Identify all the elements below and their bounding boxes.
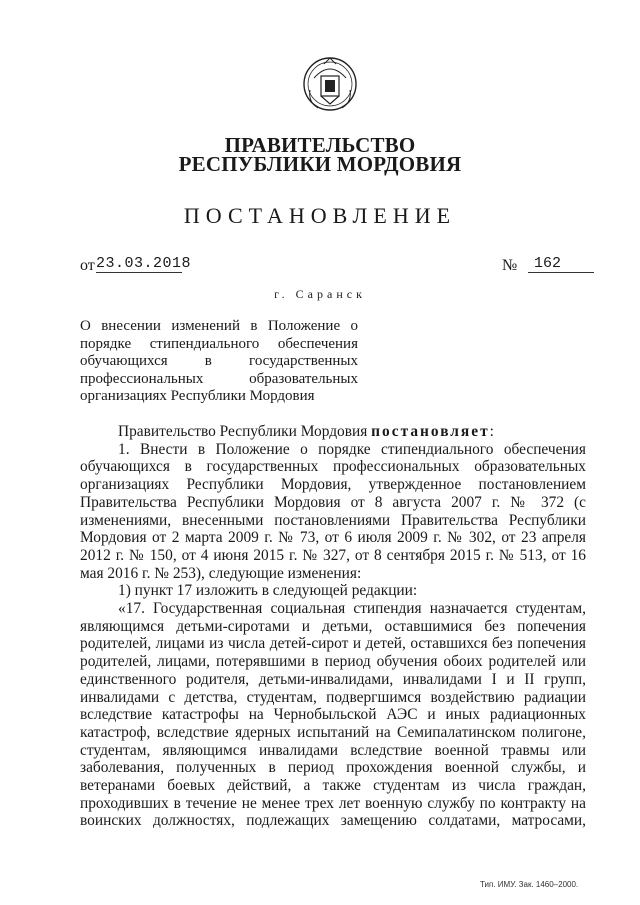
body-line: студентам, являющимся инвалидами вследствие военной травмы или — [80, 741, 586, 759]
document-body — [80, 423, 586, 830]
body-line: родителей, лицами из числа детей-сирот и детей, оставшихся без попечения — [80, 635, 586, 653]
preamble-verb: постановляет — [371, 423, 490, 440]
subject-line: организациях Республики Мордовия — [80, 388, 315, 404]
subject-line: О внесении изменений в Положение о — [80, 318, 358, 334]
document-subject — [80, 318, 358, 406]
body-line: «17. Государственная социальная стипендия назначается студентам, — [118, 600, 586, 618]
coat-of-arms-emblem — [300, 52, 360, 120]
body-line: вследствие катастрофы на Чернобыльской АЭС и иных радиационных — [80, 706, 586, 724]
body-line: организациях Республики Мордовия, утвержденное постановлением — [80, 476, 586, 494]
body-line: инвалидами с детства, студентам, подвергшимся воздействию радиации — [80, 688, 586, 706]
body-line: Мордовия от 2 марта 2009 г. № 73, от 6 июля 2009 г. № 302, от 23 апреля — [80, 529, 586, 547]
preamble-colon: : — [489, 423, 494, 440]
number-value: 162 — [528, 255, 594, 273]
body-line: проходивших в течение не менее трех лет военную службу по контракту на — [80, 794, 586, 812]
subject-line: порядке стипендиального обеспечения — [80, 335, 358, 352]
body-line: Правительства Республики Мордовия от 8 августа 2007 г. № 372 (с — [80, 493, 586, 511]
body-line: изменениями, внесенными постановлениями Правительства Республики — [80, 511, 586, 529]
government-title-line1: ПРАВИТЕЛЬСТВО — [224, 133, 416, 157]
date-value: 23.03.2018 — [96, 255, 192, 272]
city-line: г. Саранск — [274, 287, 366, 301]
preamble-text: Правительство Республики Мордовия — [118, 423, 372, 440]
body-line: обучающихся в государственных профессиональных образовательных — [80, 458, 586, 476]
preamble — [80, 423, 586, 441]
body-line: 1. Внести в Положение о порядке стипендиального обеспечения — [118, 440, 586, 458]
body-line: родителей, лицами, потерявшими в период обучения обоих родителей или — [80, 653, 586, 671]
number-label: № — [502, 257, 518, 274]
body-line: заболевания, полученных в период прохождения военной службы, и — [80, 759, 586, 777]
subject-line: обучающихся в государственных — [80, 353, 358, 369]
document-type-title: ПОСТАНОВЛЕНИЕ — [183, 203, 457, 228]
body-line: являющимся детьми-сиротами и детьми, оставшимися без попечения — [80, 617, 586, 635]
government-title-line2: РЕСПУБЛИКИ МОРДОВИЯ — [178, 152, 462, 176]
body-line: мая 2016 г. № 253), следующие изменения: — [80, 564, 362, 582]
body-line: единственного родителя, детьми-инвалидами, инвалидами I и II групп, — [80, 670, 586, 688]
date-label: от — [80, 257, 95, 274]
print-footer: Тип. ИМУ. Зак. 1460–2000. — [480, 880, 579, 889]
body-line: катастроф, вследствие ядерных испытаний на Семипалатинском полигоне, — [80, 723, 586, 741]
body-line: 2012 г. № 150, от 4 июня 2015 г. № 327, от 8 сентября 2015 г. № 513, от 16 — [80, 546, 586, 564]
subject-line: профессиональных образовательных — [80, 370, 358, 387]
body-line: воинских должностях, подлежащих замещению солдатами, матросами, — [80, 812, 586, 830]
body-line: ветеранами боевых действий, а также студентам из числа граждан, — [80, 777, 586, 795]
body-line: 1) пункт 17 изложить в следующей редакции: — [118, 582, 418, 600]
